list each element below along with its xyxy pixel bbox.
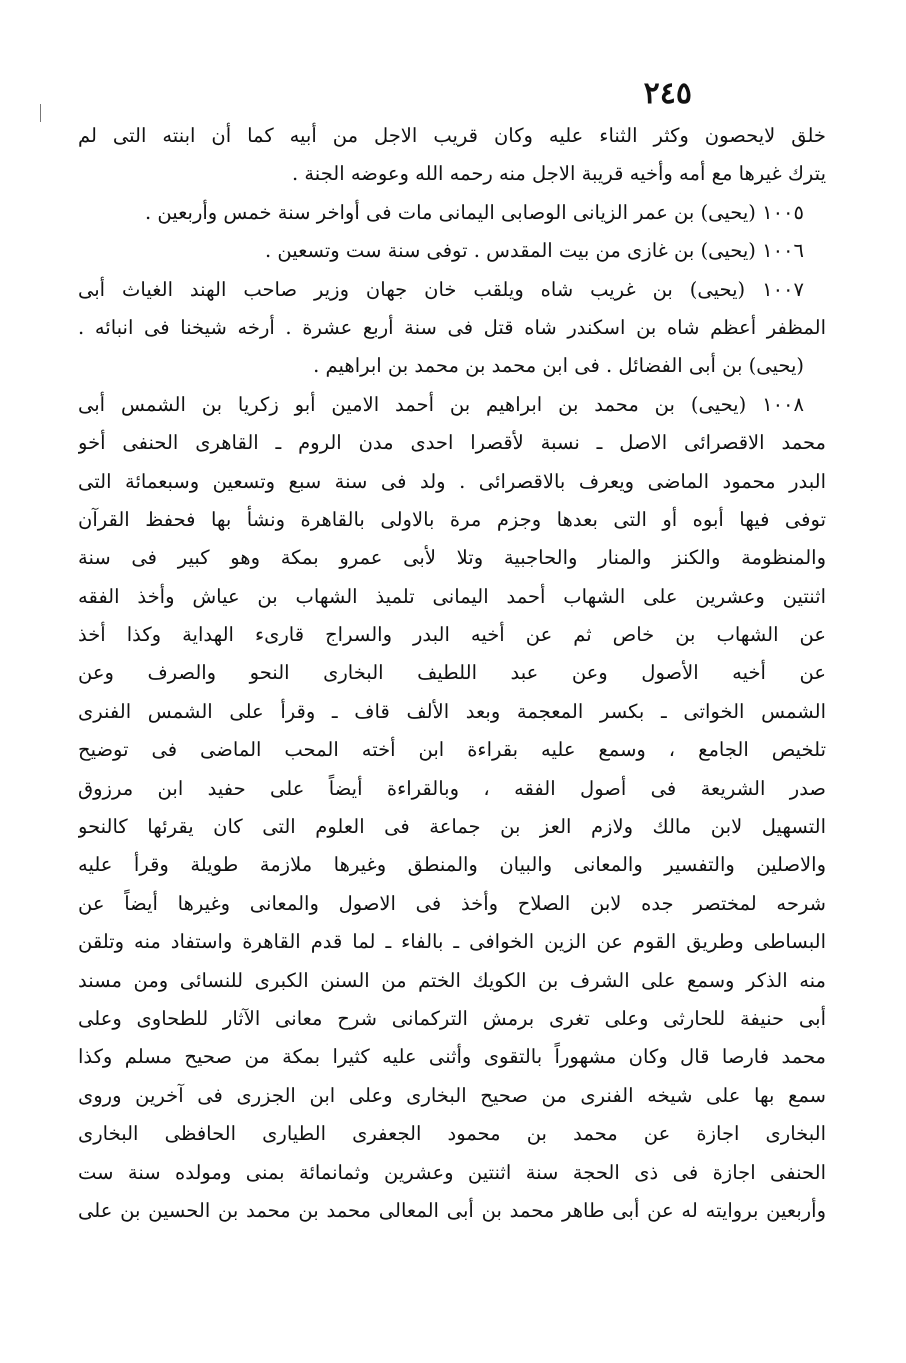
text-line: الشمس الخواتى ـ بكسر المعجمة وبعد الألف قاف ـ وقرأ على الشمس الفنرى xyxy=(78,699,826,723)
text-line: أبى حنيفة للحارثى وعلى تغرى برمش التركمانى شرح معانى الآثار للطحاوى وعلى xyxy=(78,1006,826,1030)
text-line: والمنظومة والكنز والمنار والحاجبية وتلا لأبى عمرو بمكة وهو كبير فى سنة xyxy=(78,546,826,570)
page-body xyxy=(78,117,826,1230)
text-line: عن أخيه الأصول وعن عبد اللطيف البخارى النحو والصرف وعن xyxy=(78,661,826,685)
text-line: يترك غيرها مع أمه وأخيه قريبة الاجل منه رحمه الله وعوضه الجنة . xyxy=(291,162,826,186)
text-line: خلق لايحصون وكثر الثناء عليه وكان قريب الاجل من أبيه كما أن ابنته التى لم xyxy=(78,124,826,147)
text-line: البدر محمود الماضى ويعرف بالاقصرائى . ولد فى سنة سبع وتسعين وسبعمائة التى xyxy=(78,469,826,493)
text-line: التسهيل لابن مالك ولازم العز بن جماعة فى العلوم التى كان يقرئها كالنحو xyxy=(78,815,826,839)
text-line: والاصلين والتفسير والمعانى والبيان والمنطق وغيرها ملازمة طويلة وقرأ عليه xyxy=(78,853,826,877)
text-line: سمع بها على شيخه الفنرى من صحيح البخارى وعلى ابن الجزرى فى آخرين وروى xyxy=(78,1083,826,1107)
text-line: صدر الشريعة فى أصول الفقه ، وبالقراءة أيضاً على حفيد ابن مرزوق xyxy=(78,776,826,800)
text-line: البخارى اجازة عن محمد بن محمود الجعفرى الطيارى الحافظى البخارى xyxy=(78,1122,826,1146)
text-line: وأربعين بروايته له عن أبى طاهر محمد بن أبى المعالى محمد بن محمد بن الحسين بن على xyxy=(78,1198,826,1222)
entry-1006: ١٠٠٦ (يحيى) بن غازى من بيت المقدس . توفى سنة ست وتسعين . xyxy=(264,239,804,263)
text-line: تلخيص الجامع ، وسمع عليه بقراءة ابن أخته المحب الماضى فى توضيح xyxy=(78,738,826,762)
text-line: المظفر أعظم شاه بن اسكندر شاه قتل فى سنة أربع عشرة . أرخه شيخنا فى انبائه . xyxy=(78,315,826,339)
text-line: محمد الاقصرائى الاصل ـ نسبة لأقصرا احدى مدن الروم ـ القاهرى الحنفى أخو xyxy=(78,431,826,455)
text-line: الحنفى اجازة فى ذى الحجة سنة اثنتين وعشرين وثمانمائة بمنى ومولده سنة ست xyxy=(78,1160,826,1184)
margin-mark xyxy=(40,104,41,122)
cross-reference-entry: (يحيى) بن أبى الفضائل . فى ابن محمد بن محمد بن ابراهيم . xyxy=(313,354,804,378)
text-line: عن الشهاب بن خاص ثم عن أخيه البدر والسراج قارىء الهداية وكذا أخذ xyxy=(78,623,826,647)
page-number: ٢٤٥ xyxy=(643,76,692,111)
text-line: البساطى وطريق القوم عن الزين الخوافى ـ بالفاء ـ لما قدم القاهرة واستفاد منه وتلقن xyxy=(78,930,826,954)
text-line: اثنتين وعشرين على الشهاب أحمد اليمانى تلميذ الشهاب بن عياش وأخذ الفقه xyxy=(78,584,826,608)
entry-1007: ١٠٠٧ (يحيى) بن غريب شاه ويلقب خان جهان وزير صاحب الهند الغياث أبى xyxy=(78,277,804,301)
entry-1005: ١٠٠٥ (يحيى) بن عمر الزيانى الوصابى اليمانى مات فى أواخر سنة خمس وأربعين . xyxy=(145,200,804,224)
text-line: محمد فارصا قال وكان مشهوراً بالتقوى وأثنى عليه كثيرا بمكة من صحيح مسلم وكذا xyxy=(78,1045,826,1069)
entry-1008: ١٠٠٨ (يحيى) بن محمد بن ابراهيم بن أحمد الامين أبو زكريا بن الشمس أبى xyxy=(78,392,804,416)
text-line: منه الذكر وسمع على الشرف بن الكويك الختم من السنن الكبرى للنسائى ومن مسند xyxy=(78,968,826,992)
text-line: شرحه لمختصر جده لابن الصلاح وأخذ فى الاصول والمعانى وغيرها أيضاً عن xyxy=(78,891,826,915)
text-line: توفى فيها أبوه أو التى بعدها وجزم مرة بالاولى بالقاهرة ونشأ بها فحفظ القرآن xyxy=(78,507,826,531)
